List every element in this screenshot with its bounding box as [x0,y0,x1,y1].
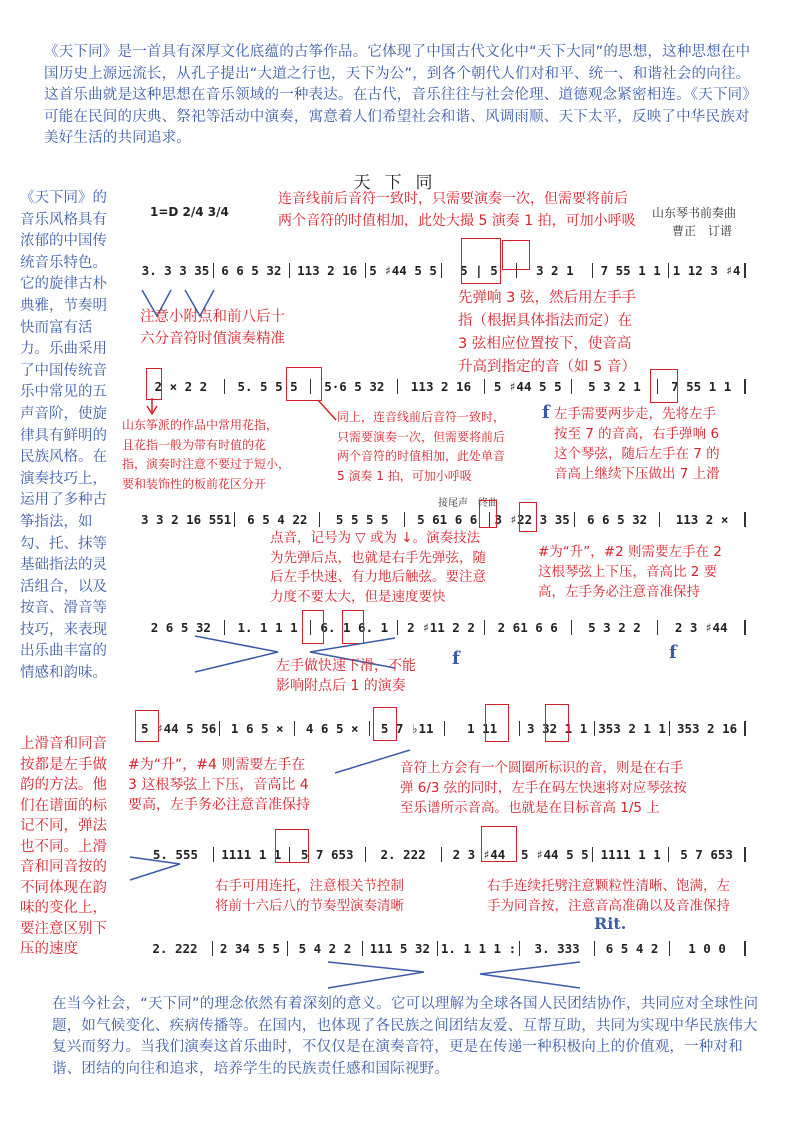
annotation-line: 为先弹后点，也就是右手先弹弦，随 [270,549,486,566]
annotation-line: 高，左手务必注意音准保持 [538,584,700,600]
annotation-line: 升高到指定的音（如 5 音） [458,359,636,375]
annotation-line: 弹 6/3 弦的同时，左手在码左快速将对应琴弦按 [400,780,687,796]
measure: 7 55 1 1 [593,263,669,278]
annotation-slide-down [276,656,416,696]
annotation-line: 右手连续托劈注意颗粒性清晰、饱满，左 [487,878,730,894]
measure: 1111 1 1 [593,847,669,862]
annotation-line: 要和装饰性的板前花区分开 [122,476,267,491]
measure: 5 ♯44 5 5 [366,263,442,278]
score-title: 天下同 [353,173,447,193]
annotation-line: 这根琴弦上下压，音高比 2 要 [538,564,718,580]
score-source: 山东琴书前奏曲 [652,206,737,220]
measure: 3. 333 [520,941,595,956]
dynamic-forte: f [542,402,550,423]
measure: 2. 222 [366,847,442,862]
measure: 4 6 5 × [295,721,370,736]
measure: 5 3 2 1 [572,379,659,394]
annotation-sharp-4 [128,755,310,815]
annotation-line: 3 弦相应位置按下，使音高 [458,336,632,352]
measure: 353 2 1 1 [595,721,670,736]
measure: 2. 222 [138,941,213,956]
annotation-line: 左手做快速下滑，不能 [276,658,416,674]
measure: 2 ♯11 2 2 [398,620,485,635]
annotation-line: 同上，连音线前后音符一致时， [337,410,506,424]
measure: 5 ♯44 5 56 [138,721,220,736]
annotation-line: 后左手快速、有力地后触弦。要注意 [270,569,486,585]
annotation-line: 力度不要太大，但是速度要快 [270,588,446,605]
annotation-line: 5 演奏 1 拍，可加小呼吸 [337,468,472,483]
annotation-line: 两个音符的时值相加，此处单音 [337,449,506,463]
annotation-line: 指（根据具体指法而定）在 [458,313,632,329]
annotation-line: 注意小附点和前八后十 [140,309,285,325]
measure: 2 6 5 32 [138,620,225,635]
measure: 3 2 1 [517,263,593,278]
annotation-dian-yin [270,529,486,607]
annotation-line: 这个琴弦，随后左手在 7 的 [554,446,720,462]
annotation-line: 音高上继续下压做出 7 上滑 [554,466,720,482]
measure: 5 ♯44 5 5 [485,379,572,394]
annotation-line: 两个音符的时值相加，此处大撮 5 演奏 1 拍，可加小呼吸 [278,213,636,229]
measure: 6. 1 6. 1 [311,620,398,635]
measure: 353 2 16 [670,721,746,736]
annotation-tie-single [337,408,505,486]
measure: 111 5 32 [363,941,438,956]
annotation-two-steps [554,404,720,484]
measure: 2 61 6 6 [485,620,572,635]
score-arranger: 曹正 订谱 [672,224,733,238]
measure: 6 5 4 2 [595,941,670,956]
annotation-line: 六分音符时值演奏精准 [140,331,285,347]
measure: 3 ♯22 3 35 [490,512,575,527]
glide-note-description: 上滑音和同音按都是左手做韵的方法。他们在谱面的标记不同，弹法也不同。上滑音和同音按的不同体现在韵味的变化上，要注意区别下压的速度 [20,736,107,957]
measure: 5 7 653 [669,847,746,862]
measure: 1 6 5 × [220,721,295,736]
style-description: 《天下同》的音乐风格具有浓郁的中国传统音乐特色。它的旋律古朴典雅，节奏明快而富有活力。乐曲采用了中国传统音乐中常见的五声音阶，使旋律具有鲜明的民族风格。在演奏技巧上，运用了多种古筝指法，如勾、托、抹等基础指法的灵活组合，以及按音、滑音等技巧，来表现出乐曲丰富的情感和韵味。 [20,190,107,682]
measure: 5·6 5 32 [311,379,398,394]
measure: 2 3 ♯44 [442,847,518,862]
measure: 113 2 × [660,512,746,527]
section-label-end: 终曲 [478,498,498,509]
annotation-line: 山东筝派的作品中常用花指， [122,418,279,432]
measure: 5 | 5 [442,263,518,278]
annotation-sharp-2 [538,542,722,602]
measure: 3 3 2 16 551 [138,512,235,527]
annotation-line: 影响附点后 1 的演奏 [276,678,406,694]
annotation-line: #为“升”，#4 则需要左手在 [128,757,306,773]
measure: 113 2 16 [398,379,485,394]
annotation-line: 将前十六后八的节奏型演奏清晰 [215,898,404,914]
annotation-lian-tuo [215,876,404,916]
annotation-line: 连音线前后音符一致时，只需要演奏一次，但需要将前后 [278,191,628,207]
annotation-line: 要高，左手务必注意音准保持 [128,797,310,813]
measure: 6 6 5 32 [575,512,660,527]
annotation-line: 手为同音按，注意音高准确以及音准保持 [487,898,730,914]
measure: 2 3 ♯44 [658,620,746,635]
annotation-press-string [458,287,636,379]
ritardando-mark: Rit. [594,914,627,933]
intro-paragraph: 《天下同》是一首具有深厚文化底蕴的古筝作品。它体现了中国古代文化中“天下大同”的思想，这种思想在中国历史上源远流长，从孔子提出“大道之行也，天下为公”，到各个朝代人们对和平、统一、和谐社会的向往。这首乐曲就是这种思想在音乐领域的一种表达。在古代，音乐往往与社会伦理、道德观念紧密相连。《天下同》可能在民间的庆典、祭祀等活动中演奏，寓意着人们希望社会和谐、风调雨顺、天下太平，反映了中华民族对美好生活的共同追求。 [44,44,758,146]
measure: 2 × 2 2 [138,379,225,394]
annotation-line: 点音，记号为 ▽ 或为 ↓。演奏技法 [270,530,481,546]
measure: 5 ♯44 5 5 [517,847,593,862]
measure: 1 0 0 [670,941,746,956]
annotation-line: 先弹响 3 弦，然后用左手手 [458,290,636,306]
annotation-dotted-rhythm [140,306,285,350]
measure: 1111 1 1 [214,847,290,862]
measure: 3. 3 3 35 [138,263,214,278]
annotation-line: 3 这根琴弦上下压，音高比 4 [128,777,309,793]
measure: 6 5 4 22 [235,512,320,527]
measure: 1 12 3 ♯4 [669,263,746,278]
annotation-line: 指，演奏时注意不要过于短小， [122,457,291,471]
annotation-circle-mark [400,758,687,818]
annotation-line: 按至 7 的音高，右手弹响 6 [554,426,720,442]
annotation-line: 且花指一般为带有时值的花 [122,437,267,452]
annotation-line: #为“升”，#2 则需要左手在 2 [538,544,722,560]
measure: 5 5 5 5 [320,512,405,527]
measure: 7 55 1 1 [658,379,746,394]
measure: 3 32 1 1 [520,721,595,736]
annotation-line: 右手可用连托，注意根关节控制 [215,878,404,894]
measure: 5 4 2 2 [288,941,363,956]
annotation-tie-big [278,188,636,232]
measure: 1 11 [445,721,520,736]
measure: 5. 5 5 5 [225,379,312,394]
measure: 2 34 5 5 [213,941,288,956]
key-signature: 1=D 2/4 3/4 [150,205,229,219]
annotation-tuo-pi [487,876,730,916]
measure: 1. 1 1 1 : [438,941,520,956]
annotation-huazhi [122,416,290,494]
annotation-line: 只需要演奏一次，但需要将前后 [337,429,506,444]
measure: 5 61 6 6 [405,512,490,527]
measure: 1. 1 1 1 [225,620,312,635]
measure: 113 2 16 [290,263,366,278]
annotation-line: 左手需要两步走，先将左手 [554,406,716,422]
annotation-line: 至乐谱所示音高。也就是在目标音高 1/5 上 [400,800,660,816]
measure: 5. 555 [138,847,214,862]
section-label-coda: 接尾声 [438,498,468,509]
annotation-line: 音符上方会有一个圆圈所标识的音，则是在右手 [400,760,684,776]
dynamic-forte: f [452,648,460,669]
closing-paragraph: 在当今社会，“天下同”的理念依然有着深刻的意义。它可以理解为全球各国人民团结协作，共同应对全球性问题，如气候变化、疾病传播等。在国内，也体现了各民族之间团结友爱、互帮互助，共同为实现中华民族伟大复兴而努力。当我们演奏这首乐曲时，不仅仅是在演奏音符，更是在传递一种积极向上的价值观，一种对和谐、团结的向往和追求，培养学生的民族责任感和国际视野。 [52,996,759,1077]
measure: 5 7 653 [290,847,366,862]
measure: 6 6 5 32 [214,263,290,278]
dynamic-forte: f [669,642,677,663]
measure: 5 7 ♭11 [370,721,445,736]
measure: 5 3 2 2 [572,620,659,635]
